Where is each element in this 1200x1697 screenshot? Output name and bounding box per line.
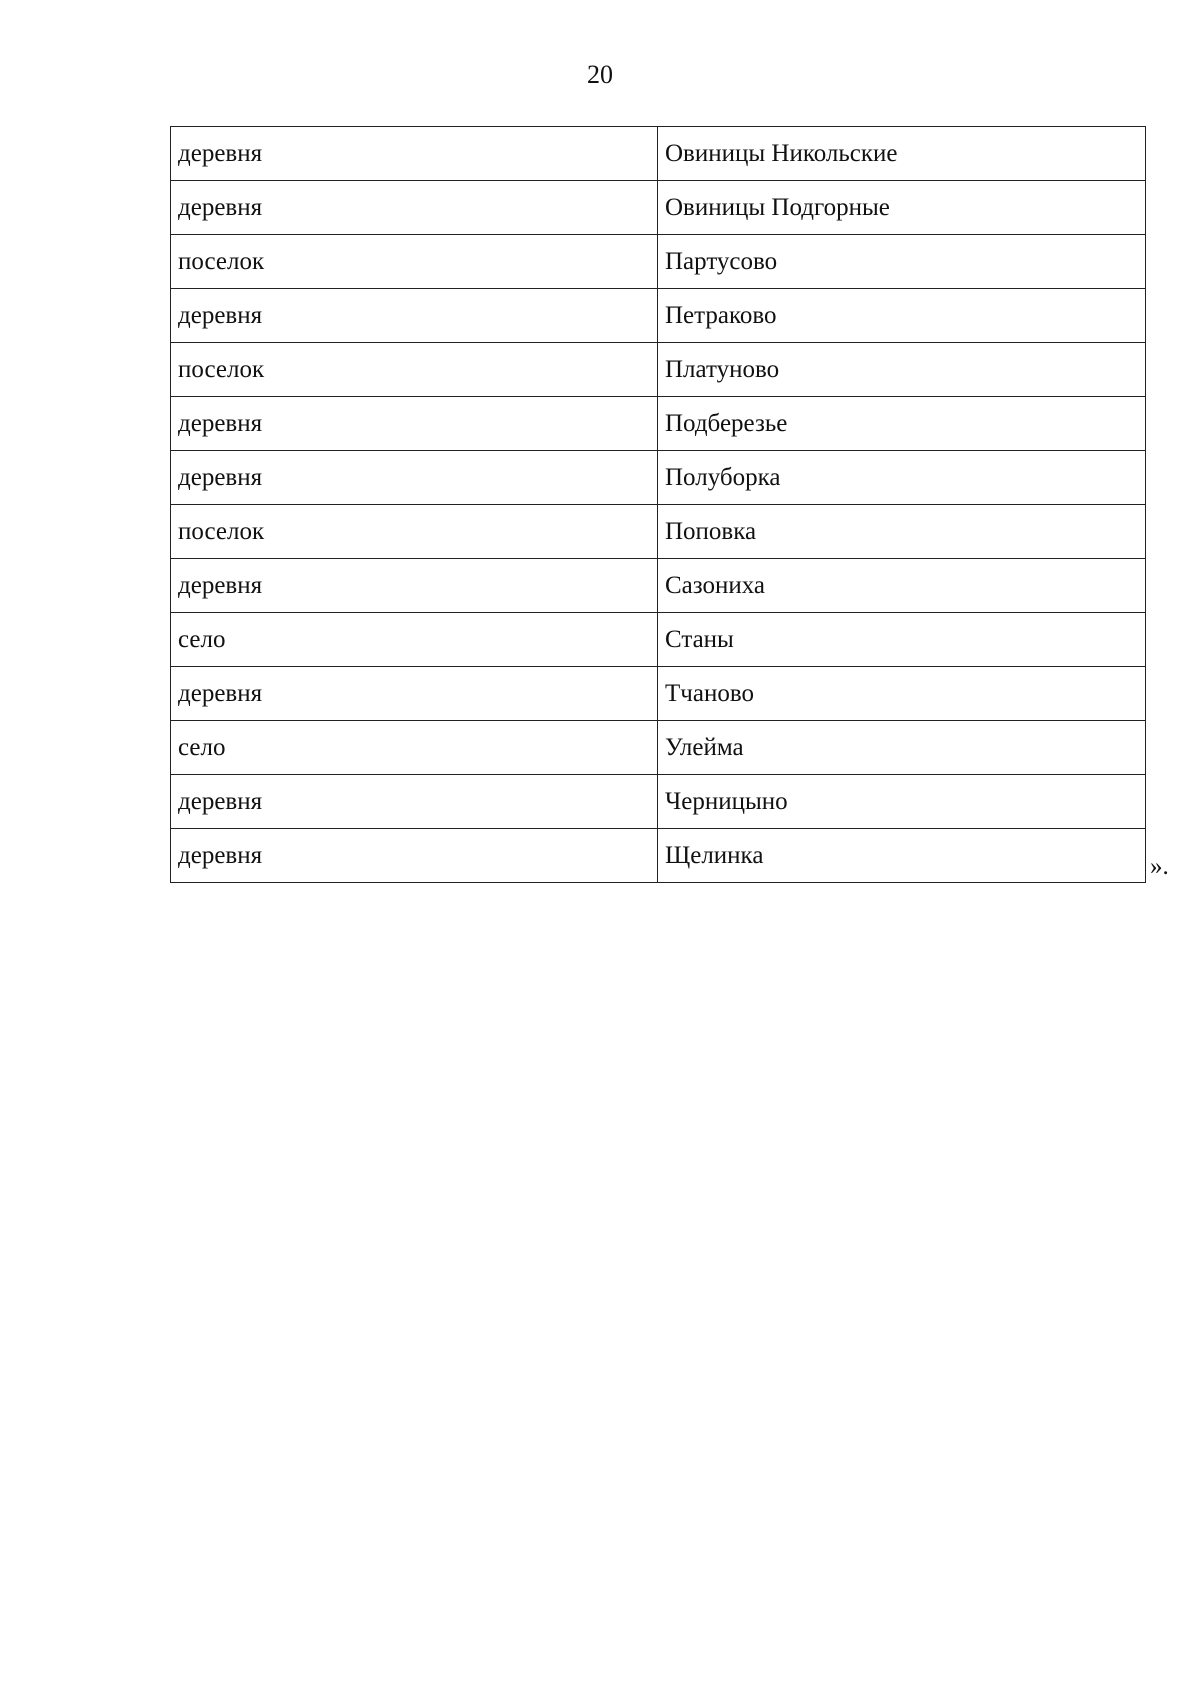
settlement-name-cell: Овиницы Подгорные (658, 181, 1146, 235)
table-row (171, 127, 1146, 181)
table-row (171, 289, 1146, 343)
settlement-type-cell: село (171, 613, 658, 667)
settlement-type-cell: деревня (171, 181, 658, 235)
settlement-type-cell: деревня (171, 775, 658, 829)
table-body (171, 127, 1146, 883)
settlement-name-cell: Улейма (658, 721, 1146, 775)
settlement-name-cell: Сазониха (658, 559, 1146, 613)
page-number: 20 (587, 60, 613, 89)
settlement-type-cell: деревня (171, 559, 658, 613)
table-row (171, 667, 1146, 721)
settlement-type-cell: поселок (171, 505, 658, 559)
settlement-type-cell: деревня (171, 127, 658, 181)
settlements-table (170, 126, 1146, 883)
settlement-type-cell: деревня (171, 397, 658, 451)
table-row (171, 451, 1146, 505)
settlement-name-cell: Щелинка (658, 829, 1146, 883)
settlement-type-cell: поселок (171, 343, 658, 397)
settlement-name-cell: Платуново (658, 343, 1146, 397)
table-row (171, 721, 1146, 775)
table-row (171, 829, 1146, 883)
table-row (171, 505, 1146, 559)
table-row (171, 235, 1146, 289)
table-row (171, 559, 1146, 613)
settlement-type-cell: деревня (171, 289, 658, 343)
settlement-name-cell: Полуборка (658, 451, 1146, 505)
settlement-type-cell: деревня (171, 667, 658, 721)
settlement-name-cell: Петраково (658, 289, 1146, 343)
table-row (171, 613, 1146, 667)
settlement-name-cell: Партусово (658, 235, 1146, 289)
settlement-name-cell: Станы (658, 613, 1146, 667)
settlement-type-cell: деревня (171, 451, 658, 505)
table-row (171, 775, 1146, 829)
settlement-type-cell: поселок (171, 235, 658, 289)
settlement-name-cell: Черницыно (658, 775, 1146, 829)
table-row (171, 397, 1146, 451)
table-row (171, 181, 1146, 235)
settlement-name-cell: Подберезье (658, 397, 1146, 451)
settlement-name-cell: Поповка (658, 505, 1146, 559)
closing-quote-mark: ». (1150, 853, 1169, 880)
settlement-type-cell: деревня (171, 829, 658, 883)
table-row (171, 343, 1146, 397)
settlement-name-cell: Тчаново (658, 667, 1146, 721)
settlement-name-cell: Овиницы Никольские (658, 127, 1146, 181)
settlement-type-cell: село (171, 721, 658, 775)
